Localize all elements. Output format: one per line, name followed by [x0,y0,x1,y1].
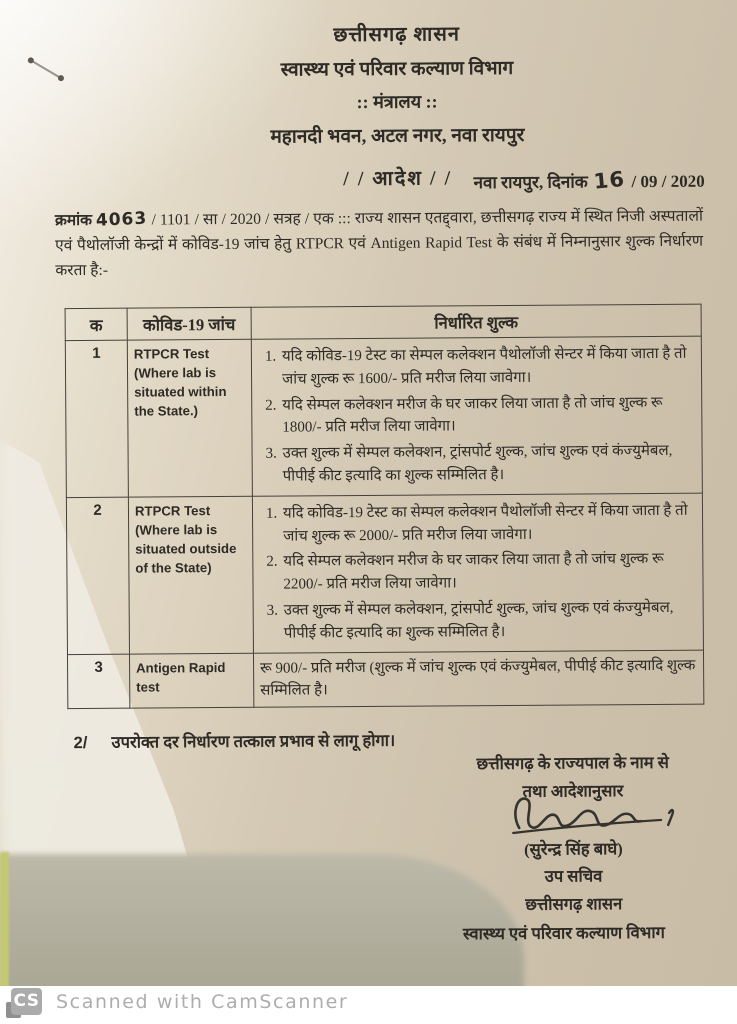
fee-table [65,304,705,710]
table-row [65,336,702,497]
address-line: महानदी भवन, अटल नगर, नवा रायपुर [270,124,525,148]
clause-2-text: उपरोक्त दर निर्धारण तत्काल प्रभाव से लागू होगा। [111,730,396,752]
row1-sno: 1 [65,340,128,497]
staple-mark-icon [25,52,69,86]
fee-table-header-row [65,304,701,340]
ministry-label: :: मंत्रालय :: [356,91,438,113]
dateline-day-handwritten: 16 [592,166,627,194]
row1-fee-item: 1. यदि कोविड-19 टेस्ट का सेम्पल कलेक्शन पैथोलॉजी सेन्टर में किया जाता है तो जांच शुल्क रू 1600/- प्रति मरीज लिया जावेगा। [280,343,695,391]
col-header-test: कोविड-19 जांच [127,307,251,340]
row2-fee-item: 1. यदि कोविड-19 टेस्ट का सेम्पल कलेक्शन पैथोलॉजी सेन्टर में किया जाता है तो जांच शुल्क रू 2000/- प्रति मरीज लिया जावेगा। [281,499,696,547]
order-title: / / आदेश / / [343,167,453,191]
row2-fee-details [252,493,703,653]
signoff-authority-line: छत्तीसगढ़ के राज्यपाल के नाम से [476,752,669,774]
clause-2 [74,728,396,753]
row1-fee-item: 3. उक्त शुल्क में सेम्पल कलेक्शन, ट्रांसपोर्ट शुल्क, जांच शुल्क एवं कंज्युमेबल, पीपीई कीट इत्यादि का शुल्क सम्मिलित है। [281,440,696,488]
col-header-sno: क [65,308,127,340]
govt-name: छत्तीसगढ़ शासन [333,23,460,47]
table-row [66,493,703,654]
ref-number-label: क्रमांक [54,211,93,230]
row2-fee-item: 3. उक्त शुल्क में सेम्पल कलेक्शन, ट्रांसपोर्ट शुल्क, जांच शुल्क एवं कंज्युमेबल, पीपीई कीट इत्यादि का शुल्क सम्मिलित है। [282,597,697,645]
signatory-title: उप सचिव [544,866,603,886]
signatory-dept: स्वास्थ्य एवं परिवार कल्याण विभाग [462,922,665,944]
row3-sno: 3 [67,654,129,709]
row1-fee-details [251,336,702,496]
signatory-org: छत्तीसगढ़ शासन [525,894,623,914]
row1-fee-item: 2. यदि सेम्पल कलेक्शन मरीज के घर जाकर लिया जाता है तो जांच शुल्क रू 1800/- प्रति मरीज लिया जावेगा। [280,391,695,439]
signature-block [422,750,725,945]
clause-2-number: 2/ [73,733,88,753]
dateline [473,168,704,194]
row2-fee-item: 2. यदि सेम्पल कलेक्शन मरीज के घर जाकर लिया जाता है तो जांच शुल्क रू 2200/- प्रति मरीज लिया जावेगा। [281,548,696,596]
camscanner-watermark [0,986,737,1024]
intro-text: / 1101 / सा / 2020 / सत्रह / एक ::: राज्य शासन एतद्द्वारा, छत्तीसगढ़ राज्य में स्थित निजी अस्पतालों एवं पैथोलॉजी केन्द्रों में कोविड-19 जांच हेतु RTPCR एवं Antigen Rapid Test के संबंध में निम्नानुसार शुल्क निर्धारण करता है:- [55,207,704,280]
department-name: स्वास्थ्य एवं परिवार कल्याण विभाग [280,57,514,81]
dateline-rest: / 09 / 2020 [631,171,705,192]
ref-number-handwritten: 4063 [95,208,148,231]
row2-test-name: RTPCR Test (Where lab is situated outside of the State) [128,496,253,654]
letterhead [67,17,728,193]
row2-sno: 2 [66,497,129,654]
signoff-byorder-line: तथा आदेशानुसार [522,781,624,801]
table-row [67,650,703,709]
camscanner-watermark-text: Scanned with CamScanner [56,991,349,1013]
row1-test-name: RTPCR Test (Where lab is situated within the State.) [127,339,252,497]
row3-test-name: Antigen Rapid test [129,653,253,708]
row3-fee-details: रू 900/- प्रति मरीज (शुल्क में जांच शुल्क एवं कंज्युमेबल, पीपीई कीट इत्यादि शुल्क सम्मिलित है। [253,650,703,708]
intro-paragraph [55,204,704,284]
dateline-place: नवा रायपुर, दिनांक [473,172,588,193]
camscanner-logo-icon: CS [11,988,42,1015]
col-header-fee: निर्धारित शुल्क [251,304,701,339]
signatory-name: (सुरेन्द्र सिंह बाघे) [523,839,623,859]
